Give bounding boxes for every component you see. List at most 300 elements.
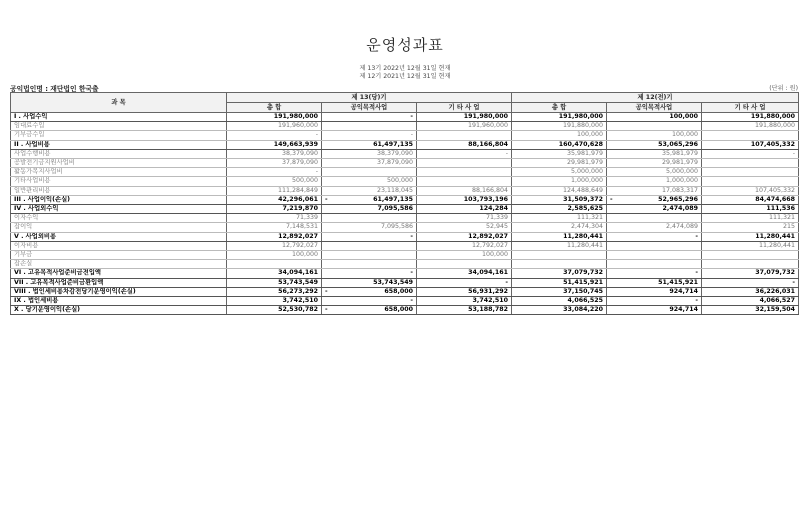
cell-value: 4,066,527 <box>759 297 796 305</box>
cell-c3 <box>417 269 512 278</box>
cell-value: 84,474,668 <box>755 195 796 203</box>
cell-value: 100,000 <box>576 131 604 139</box>
cell-value: 12,892,027 <box>278 232 318 240</box>
cell-value: 56,931,292 <box>468 287 509 295</box>
cell-p3 <box>702 260 799 269</box>
cell-value: 111,536 <box>766 205 796 213</box>
header-row-periods <box>11 93 799 103</box>
cell-p2 <box>607 214 702 223</box>
cell-value: 2,585,625 <box>567 205 604 213</box>
cell-value: - <box>410 113 413 120</box>
cell-p1 <box>512 223 607 232</box>
cell-p1 <box>512 122 607 131</box>
cell-c1 <box>227 297 322 306</box>
cell-c1 <box>227 149 322 158</box>
cell-p3 <box>702 223 799 232</box>
cell-p2 <box>607 232 702 241</box>
cell-value: 4,066,525 <box>567 297 604 305</box>
cell-p1 <box>512 232 607 241</box>
cell-value: 1,000,000 <box>665 177 699 185</box>
cell-c1 <box>227 122 322 131</box>
cell-value: 191,980,000 <box>558 113 604 120</box>
table-row <box>11 113 799 122</box>
cell-value: 191,960,000 <box>467 122 509 130</box>
cell-value: 111,321 <box>576 214 604 222</box>
cell-value: 500,000 <box>386 177 413 185</box>
cell-p3 <box>702 149 799 158</box>
cell-value: 7,219,870 <box>282 205 318 213</box>
cell-p3 <box>702 113 799 122</box>
row-label: 잡이익 <box>11 223 227 232</box>
cell-c3 <box>417 195 512 204</box>
cell-value: - <box>792 149 796 157</box>
cell-value: 100,000 <box>669 113 699 120</box>
cell-c2 <box>322 131 417 140</box>
cell-value: 61,497,135 <box>373 195 413 203</box>
cell-c2 <box>322 260 417 269</box>
row-label: III . 사업이익(손실) <box>11 195 227 204</box>
row-label: 공발전기금지원사업비 <box>11 159 227 168</box>
table-row <box>11 260 799 269</box>
cell-c2 <box>322 214 417 223</box>
row-label: 잡손실 <box>11 260 227 269</box>
cell-value: 38,379,090 <box>376 149 413 157</box>
row-label: X . 당기운영이익(손실) <box>11 306 227 315</box>
cell-value: 52,965,296 <box>658 195 699 203</box>
cell-p2 <box>607 297 702 306</box>
cell-value: 37,879,090 <box>376 159 413 167</box>
cell-c1 <box>227 177 322 186</box>
cell-value: - <box>695 232 699 240</box>
cell-c3 <box>417 159 512 168</box>
cell-p2 <box>607 186 702 195</box>
cell-p2 <box>607 149 702 158</box>
cell-p2 <box>607 260 702 269</box>
cell-p2 <box>607 131 702 140</box>
row-label: V . 사업외비용 <box>11 232 227 241</box>
table-row <box>11 168 799 177</box>
cell-value: 111,284,849 <box>277 186 318 194</box>
cell-c1 <box>227 232 322 241</box>
cell-c1 <box>227 251 322 260</box>
cell-c2 <box>322 297 417 306</box>
cell-c1 <box>227 195 322 204</box>
cell-value: 37,879,090 <box>281 159 318 167</box>
row-label: VII . 고유목적사업준비금환입액 <box>11 278 227 287</box>
table-row <box>11 177 799 186</box>
cell-c1 <box>227 260 322 269</box>
cell-value: - <box>410 297 413 305</box>
table-row <box>11 205 799 214</box>
cell-value: 215 <box>783 223 796 231</box>
cell-value: 53,743,549 <box>278 278 318 286</box>
cell-c3 <box>417 149 512 158</box>
table-row <box>11 278 799 287</box>
cell-value: 160,470,628 <box>558 140 604 148</box>
table-row <box>11 269 799 278</box>
cell-c2 <box>322 186 417 195</box>
cell-c2 <box>322 168 417 177</box>
cell-value: 191,980,000 <box>273 113 318 120</box>
cell-value: 23,118,045 <box>376 186 413 194</box>
row-label: 이자비용 <box>11 241 227 250</box>
header-previous-public: 공익목적사업 <box>607 103 702 113</box>
cell-value: 53,188,782 <box>468 306 509 314</box>
cell-c3 <box>417 122 512 131</box>
cell-value: 2,474,089 <box>662 205 699 213</box>
row-label: 기타사업비용 <box>11 177 227 186</box>
cell-c3 <box>417 140 512 149</box>
cell-value: 34,094,161 <box>278 269 318 277</box>
cell-c2 <box>322 269 417 278</box>
row-label: VIII . 법인세비용차감전당기운영이익(손실) <box>11 287 227 296</box>
cell-value: 191,880,000 <box>754 122 796 130</box>
cell-value: 191,960,000 <box>277 122 318 130</box>
cell-p3 <box>702 159 799 168</box>
cell-p2 <box>607 195 702 204</box>
cell-p3 <box>702 287 799 296</box>
cell-p1 <box>512 186 607 195</box>
cell-c3 <box>417 241 512 250</box>
row-label: 사업수행비용 <box>11 149 227 158</box>
cell-p1 <box>512 205 607 214</box>
cell-value: 100,000 <box>481 251 509 259</box>
cell-value: 12,892,027 <box>468 232 509 240</box>
cell-value: 34,094,161 <box>468 269 509 277</box>
header-item: 과 목 <box>11 93 227 113</box>
cell-value: 658,000 <box>384 287 413 295</box>
cell-value: 53,743,549 <box>373 278 413 286</box>
cell-c3 <box>417 168 512 177</box>
period-previous: 제 12기 2021년 12월 31일 현재 <box>359 73 451 80</box>
cell-value: 124,284 <box>479 205 509 213</box>
cell-p2 <box>607 287 702 296</box>
cell-value: - <box>410 232 413 240</box>
cell-value: 37,079,732 <box>755 269 796 277</box>
cell-value: 33,084,220 <box>563 306 604 314</box>
cell-c1 <box>227 214 322 223</box>
cell-value: - <box>695 269 699 277</box>
cell-c1 <box>227 113 322 122</box>
cell-value: 88,166,804 <box>468 140 509 148</box>
cell-p3 <box>702 251 799 260</box>
cell-p1 <box>512 140 607 149</box>
cell-value: - <box>410 269 413 277</box>
cell-c1 <box>227 278 322 287</box>
cell-c1 <box>227 223 322 232</box>
cell-c1 <box>227 205 322 214</box>
cell-c3 <box>417 297 512 306</box>
cell-value: - <box>315 131 318 139</box>
cell-c3 <box>417 260 512 269</box>
cell-p3 <box>702 177 799 186</box>
cell-value: 3,742,510 <box>282 297 318 305</box>
cell-p1 <box>512 278 607 287</box>
header-current-period: 제 13(당)기 <box>227 93 512 103</box>
cell-value: 61,497,135 <box>373 140 413 148</box>
cell-p1 <box>512 260 607 269</box>
unit-label: (단위 : 원) <box>769 85 798 92</box>
negative-dash: - <box>325 287 328 295</box>
cell-value: 924,714 <box>669 306 699 314</box>
cell-c2 <box>322 195 417 204</box>
cell-c3 <box>417 131 512 140</box>
cell-value: 29,981,979 <box>661 159 699 167</box>
cell-p2 <box>607 159 702 168</box>
cell-p1 <box>512 113 607 122</box>
cell-value: 52,945 <box>485 223 509 231</box>
cell-p1 <box>512 149 607 158</box>
cell-c3 <box>417 186 512 195</box>
cell-value: 191,880,000 <box>562 122 604 130</box>
page-title: 운영성과표 <box>366 36 444 54</box>
header-previous-period: 제 12(전)기 <box>512 93 799 103</box>
cell-p2 <box>607 223 702 232</box>
cell-value: 71,339 <box>485 214 509 222</box>
negative-dash: - <box>610 195 613 203</box>
table-row <box>11 241 799 250</box>
cell-value: - <box>410 131 413 139</box>
cell-p1 <box>512 269 607 278</box>
cell-value: 7,095,586 <box>377 205 413 213</box>
row-label: 기부금수입 <box>11 131 227 140</box>
cell-p2 <box>607 306 702 315</box>
cell-value: 103,793,196 <box>463 195 509 203</box>
cell-c3 <box>417 205 512 214</box>
operating-results-table <box>10 92 799 315</box>
cell-value: 111,321 <box>768 214 796 222</box>
cell-p1 <box>512 251 607 260</box>
cell-c2 <box>322 287 417 296</box>
cell-value: 1,000,000 <box>570 177 604 185</box>
cell-c2 <box>322 306 417 315</box>
table-row <box>11 306 799 315</box>
cell-p3 <box>702 168 799 177</box>
cell-p1 <box>512 168 607 177</box>
cell-value: 11,280,441 <box>563 232 604 240</box>
cell-value: 11,280,441 <box>758 241 796 249</box>
cell-p3 <box>702 278 799 287</box>
period-current: 제 13기 2022년 12월 31일 현재 <box>359 65 451 72</box>
cell-p1 <box>512 159 607 168</box>
cell-value: 37,150,745 <box>563 287 604 295</box>
cell-c2 <box>322 205 417 214</box>
cell-c3 <box>417 177 512 186</box>
cell-p2 <box>607 113 702 122</box>
cell-value: 51,415,921 <box>563 278 604 286</box>
header-previous-total: 총 합 <box>512 103 607 113</box>
row-label: 활동가복지사업비 <box>11 168 227 177</box>
cell-c2 <box>322 122 417 131</box>
cell-p2 <box>607 278 702 287</box>
cell-p1 <box>512 287 607 296</box>
cell-value: 35,981,979 <box>661 149 699 157</box>
cell-p1 <box>512 214 607 223</box>
table-row <box>11 122 799 131</box>
cell-value: 17,083,317 <box>661 186 699 194</box>
cell-p3 <box>702 214 799 223</box>
cell-value: - <box>315 168 318 176</box>
cell-value: 5,000,000 <box>570 168 604 176</box>
row-label: II . 사업비용 <box>11 140 227 149</box>
cell-p1 <box>512 131 607 140</box>
cell-value: 107,405,332 <box>750 140 796 148</box>
table-row <box>11 140 799 149</box>
cell-c1 <box>227 287 322 296</box>
cell-value: 52,530,782 <box>278 306 318 314</box>
row-label: 임대료수입 <box>11 122 227 131</box>
cell-value: 5,000,000 <box>665 168 699 176</box>
cell-p3 <box>702 186 799 195</box>
table-row <box>11 186 799 195</box>
cell-c1 <box>227 140 322 149</box>
corp-name: 공익법인명 : 재단법인 한국출 <box>10 85 99 93</box>
cell-p2 <box>607 241 702 250</box>
cell-c2 <box>322 149 417 158</box>
cell-p1 <box>512 297 607 306</box>
cell-value: 11,280,441 <box>566 241 604 249</box>
cell-p3 <box>702 131 799 140</box>
cell-value: 37,079,732 <box>563 269 604 277</box>
header-current-public: 공익목적사업 <box>322 103 417 113</box>
cell-c1 <box>227 186 322 195</box>
cell-p1 <box>512 177 607 186</box>
cell-c3 <box>417 278 512 287</box>
cell-c1 <box>227 241 322 250</box>
row-label: 이자수익 <box>11 214 227 223</box>
cell-c2 <box>322 159 417 168</box>
cell-value: 31,509,372 <box>563 195 604 203</box>
table-row <box>11 149 799 158</box>
cell-value: - <box>505 149 509 157</box>
cell-c2 <box>322 113 417 122</box>
cell-value: 12,792,027 <box>471 241 509 249</box>
table-row <box>11 131 799 140</box>
cell-c3 <box>417 306 512 315</box>
cell-c2 <box>322 223 417 232</box>
cell-c2 <box>322 232 417 241</box>
cell-value: 100,000 <box>671 131 699 139</box>
cell-value: 32,159,504 <box>755 306 796 314</box>
cell-p2 <box>607 177 702 186</box>
table-row <box>11 214 799 223</box>
table-row <box>11 287 799 296</box>
cell-p3 <box>702 122 799 131</box>
row-label: I . 사업수익 <box>11 113 227 122</box>
cell-p3 <box>702 195 799 204</box>
table-row <box>11 159 799 168</box>
cell-c3 <box>417 214 512 223</box>
cell-value: 100,000 <box>291 251 318 259</box>
cell-c1 <box>227 269 322 278</box>
cell-p2 <box>607 205 702 214</box>
header-current-total: 총 합 <box>227 103 322 113</box>
cell-value: 7,095,586 <box>380 223 413 231</box>
cell-p3 <box>702 140 799 149</box>
cell-c2 <box>322 241 417 250</box>
cell-p3 <box>702 241 799 250</box>
cell-value: 124,488,649 <box>562 186 604 194</box>
row-label: 기부금 <box>11 251 227 260</box>
cell-c3 <box>417 113 512 122</box>
cell-value: 36,226,031 <box>755 287 796 295</box>
cell-value: 53,065,296 <box>658 140 699 148</box>
cell-value: 149,663,939 <box>273 140 318 148</box>
cell-p1 <box>512 306 607 315</box>
cell-p2 <box>607 168 702 177</box>
cell-value: 3,742,510 <box>472 297 509 305</box>
cell-value: 2,474,304 <box>570 223 604 231</box>
cell-c2 <box>322 278 417 287</box>
cell-value: 191,880,000 <box>750 113 796 120</box>
cell-p2 <box>607 269 702 278</box>
negative-dash: - <box>325 306 328 314</box>
cell-c1 <box>227 131 322 140</box>
table-row <box>11 223 799 232</box>
cell-value: 2,474,089 <box>665 223 699 231</box>
cell-c2 <box>322 177 417 186</box>
cell-value: - <box>505 278 509 286</box>
cell-value: - <box>792 278 796 286</box>
cell-c3 <box>417 287 512 296</box>
table-row <box>11 251 799 260</box>
cell-value: 658,000 <box>384 306 413 314</box>
cell-p3 <box>702 232 799 241</box>
cell-c2 <box>322 251 417 260</box>
cell-p2 <box>607 122 702 131</box>
cell-value: 11,280,441 <box>755 232 796 240</box>
cell-value: 12,792,027 <box>281 241 318 249</box>
cell-value: 500,000 <box>291 177 318 185</box>
cell-p3 <box>702 297 799 306</box>
cell-c1 <box>227 168 322 177</box>
table-row <box>11 297 799 306</box>
row-label: VI . 고유목적사업준비금전입액 <box>11 269 227 278</box>
table-body <box>11 113 799 315</box>
table-row <box>11 232 799 241</box>
cell-value: 88,166,804 <box>471 186 509 194</box>
cell-p2 <box>607 251 702 260</box>
row-label: IV . 사업외수익 <box>11 205 227 214</box>
cell-value: 71,339 <box>295 214 318 222</box>
header-current-other: 기 타 사 업 <box>417 103 512 113</box>
cell-c3 <box>417 232 512 241</box>
negative-dash: - <box>325 195 328 203</box>
cell-p1 <box>512 241 607 250</box>
cell-value: - <box>695 297 699 305</box>
cell-value: 29,981,979 <box>566 159 604 167</box>
cell-value: 924,714 <box>669 287 699 295</box>
cell-c3 <box>417 223 512 232</box>
cell-c2 <box>322 140 417 149</box>
cell-p3 <box>702 306 799 315</box>
cell-c1 <box>227 306 322 315</box>
table-row <box>11 195 799 204</box>
cell-p3 <box>702 269 799 278</box>
cell-value: 56,273,292 <box>278 287 318 295</box>
cell-value: 42,296,061 <box>278 195 318 203</box>
cell-p3 <box>702 205 799 214</box>
cell-value: 7,148,531 <box>285 223 318 231</box>
cell-value: 35,981,979 <box>566 149 604 157</box>
cell-p2 <box>607 140 702 149</box>
cell-c1 <box>227 159 322 168</box>
cell-value: 38,379,090 <box>281 149 318 157</box>
cell-value: 51,415,921 <box>658 278 699 286</box>
header-previous-other: 기 타 사 업 <box>702 103 799 113</box>
cell-c3 <box>417 251 512 260</box>
cell-value: 107,405,332 <box>754 186 796 194</box>
